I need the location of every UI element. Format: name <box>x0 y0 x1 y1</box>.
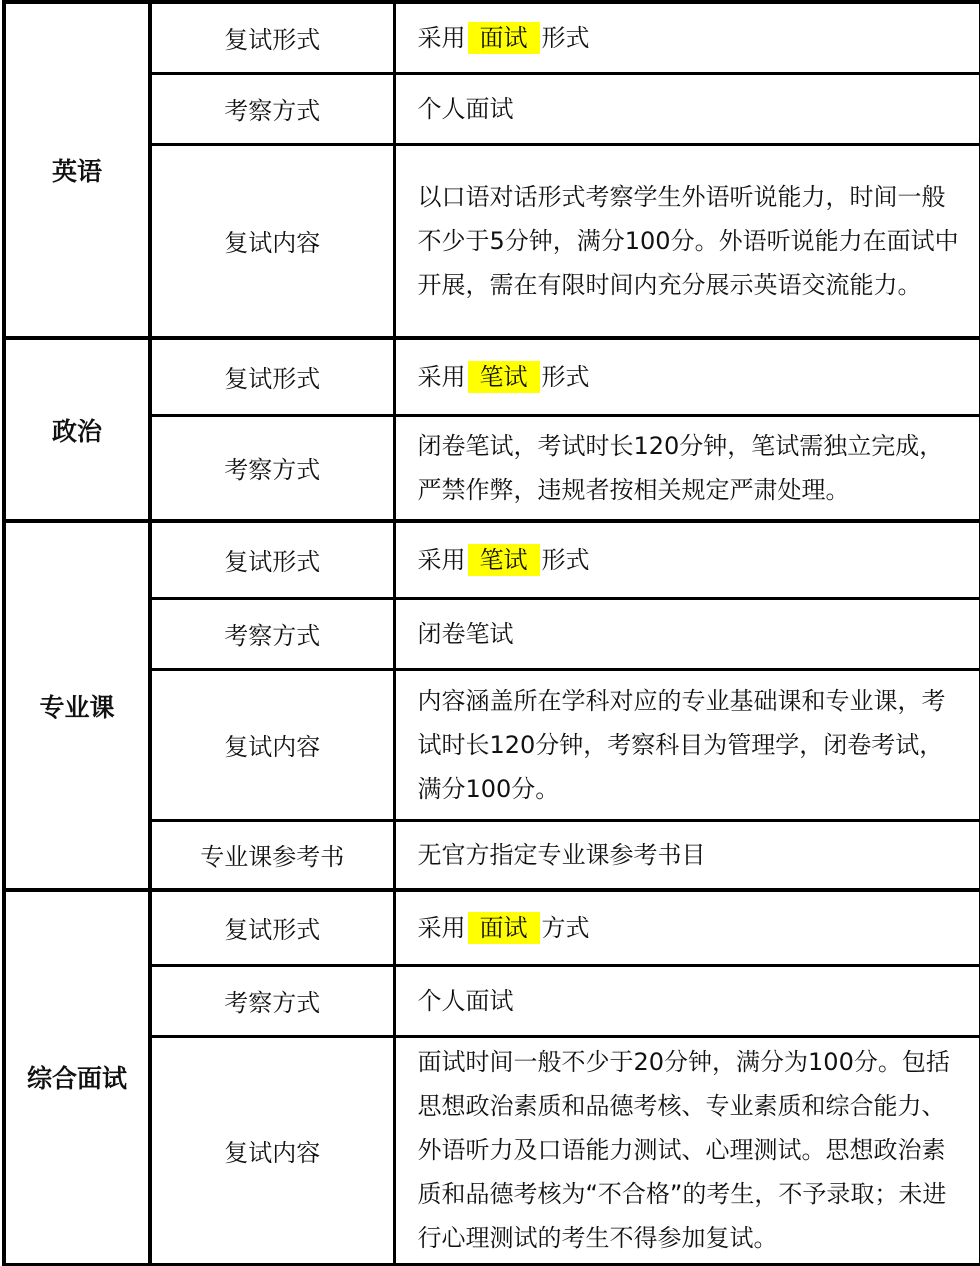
item-value: 面试时间一般不少于20分钟，满分为100分。包括思想政治素质和品德考核、专业素质和综合能力、外语听力及口语能力测试、心理测试。思想政治素质和品德考核为“不合格”的考生，不予录取；未进行心理测试的考生不得参加复试。 <box>394 1036 980 1264</box>
table-row <box>4 73 980 144</box>
item-value: 个人面试 <box>394 73 980 144</box>
table-row <box>4 598 980 669</box>
subject-cell: 政治 <box>4 338 150 521</box>
item-label: 复试形式 <box>150 890 394 965</box>
item-label: 考察方式 <box>150 965 394 1036</box>
value-suffix: 形式 <box>541 362 590 391</box>
item-label: 复试内容 <box>150 669 394 820</box>
item-label: 复试形式 <box>150 2 394 73</box>
item-label: 考察方式 <box>150 73 394 144</box>
subject-cell: 英语 <box>4 2 150 338</box>
item-value: 以口语对话形式考察学生外语听说能力，时间一般不少于5分钟，满分100分。外语听说能力在面试中开展，需在有限时间内充分展示英语交流能力。 <box>394 144 980 338</box>
value-suffix: 形式 <box>541 545 590 574</box>
table-row <box>4 965 980 1036</box>
item-value <box>394 890 980 965</box>
table-row <box>4 890 980 965</box>
item-label: 复试形式 <box>150 521 394 598</box>
item-value: 无官方指定专业课参考书目 <box>394 820 980 890</box>
item-label: 考察方式 <box>150 415 394 521</box>
item-value: 内容涵盖所在学科对应的专业基础课和专业课，考试时长120分钟，考察科目为管理学，闭卷考试，满分100分。 <box>394 669 980 820</box>
table-row <box>4 1036 980 1264</box>
item-value: 闭卷笔试，考试时长120分钟，笔试需独立完成，严禁作弊，违规者按相关规定严肃处理。 <box>394 415 980 521</box>
item-value <box>394 521 980 598</box>
highlight-badge: 笔试 <box>468 544 540 576</box>
item-value <box>394 338 980 415</box>
highlight-badge: 笔试 <box>468 361 540 393</box>
item-value <box>394 2 980 73</box>
item-label: 复试形式 <box>150 338 394 415</box>
table-row <box>4 2 980 73</box>
value-suffix: 方式 <box>541 913 590 942</box>
value-prefix: 采用 <box>417 913 466 942</box>
table-row <box>4 820 980 890</box>
table-row <box>4 521 980 598</box>
subject-cell: 专业课 <box>4 521 150 890</box>
value-prefix: 采用 <box>417 23 466 52</box>
item-label: 复试内容 <box>150 1036 394 1264</box>
table-row <box>4 669 980 820</box>
item-label: 专业课参考书 <box>150 820 394 890</box>
item-value: 个人面试 <box>394 965 980 1036</box>
item-value: 闭卷笔试 <box>394 598 980 669</box>
item-label: 复试内容 <box>150 144 394 338</box>
value-prefix: 采用 <box>417 545 466 574</box>
value-suffix: 形式 <box>541 23 590 52</box>
highlight-badge: 面试 <box>468 912 540 944</box>
table-row <box>4 144 980 338</box>
item-label: 考察方式 <box>150 598 394 669</box>
value-prefix: 采用 <box>417 362 466 391</box>
highlight-badge: 面试 <box>468 22 540 54</box>
table-row <box>4 415 980 521</box>
table-row <box>4 338 980 415</box>
subject-cell: 综合面试 <box>4 890 150 1264</box>
retest-table <box>2 0 980 1266</box>
